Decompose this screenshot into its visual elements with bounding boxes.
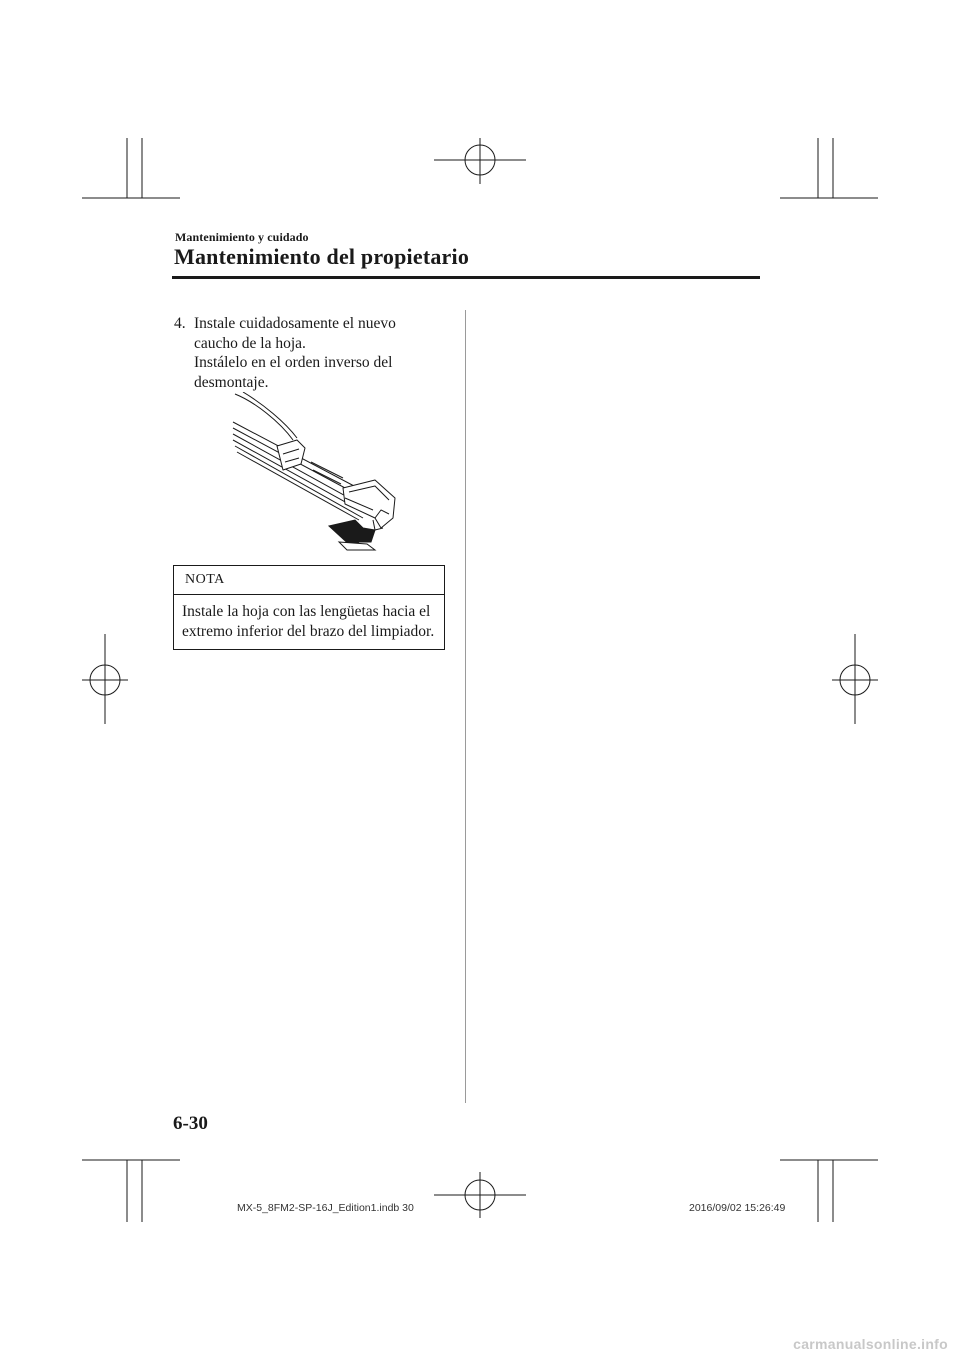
step-line-1: Instale cuidadosamente el nuevo xyxy=(194,315,396,332)
footer-file-info: MX-5_8FM2-SP-16J_Edition1.indb 30 xyxy=(237,1202,414,1214)
insertion-arrow-icon xyxy=(329,520,375,550)
note-body xyxy=(182,602,444,642)
watermark: carmanualsonline.info xyxy=(793,1336,948,1352)
step-line-4: desmontaje. xyxy=(194,373,269,391)
note-line-1: Instale la hoja con las lengüetas hacia el xyxy=(182,603,431,620)
step-number: 4. xyxy=(174,315,186,332)
step-line-2: caucho de la hoja. xyxy=(194,334,306,352)
footer-timestamp: 2016/09/02 15:26:49 xyxy=(689,1202,786,1214)
wiper-blade-rubber-illustration xyxy=(225,392,405,552)
note-box xyxy=(173,565,445,650)
note-header xyxy=(174,566,444,595)
note-line-2: extremo inferior del brazo del limpiador. xyxy=(182,623,435,640)
step-line-3: Instálelo en el orden inverso del xyxy=(194,354,393,371)
title-rule xyxy=(172,276,760,279)
page-title: Mantenimiento del propietario xyxy=(174,244,470,269)
note-title: NOTA xyxy=(185,572,225,587)
column-divider xyxy=(465,310,466,1103)
section-label: Mantenimiento y cuidado xyxy=(175,230,309,244)
page-number: 6-30 xyxy=(173,1113,208,1134)
step-4 xyxy=(174,314,444,392)
